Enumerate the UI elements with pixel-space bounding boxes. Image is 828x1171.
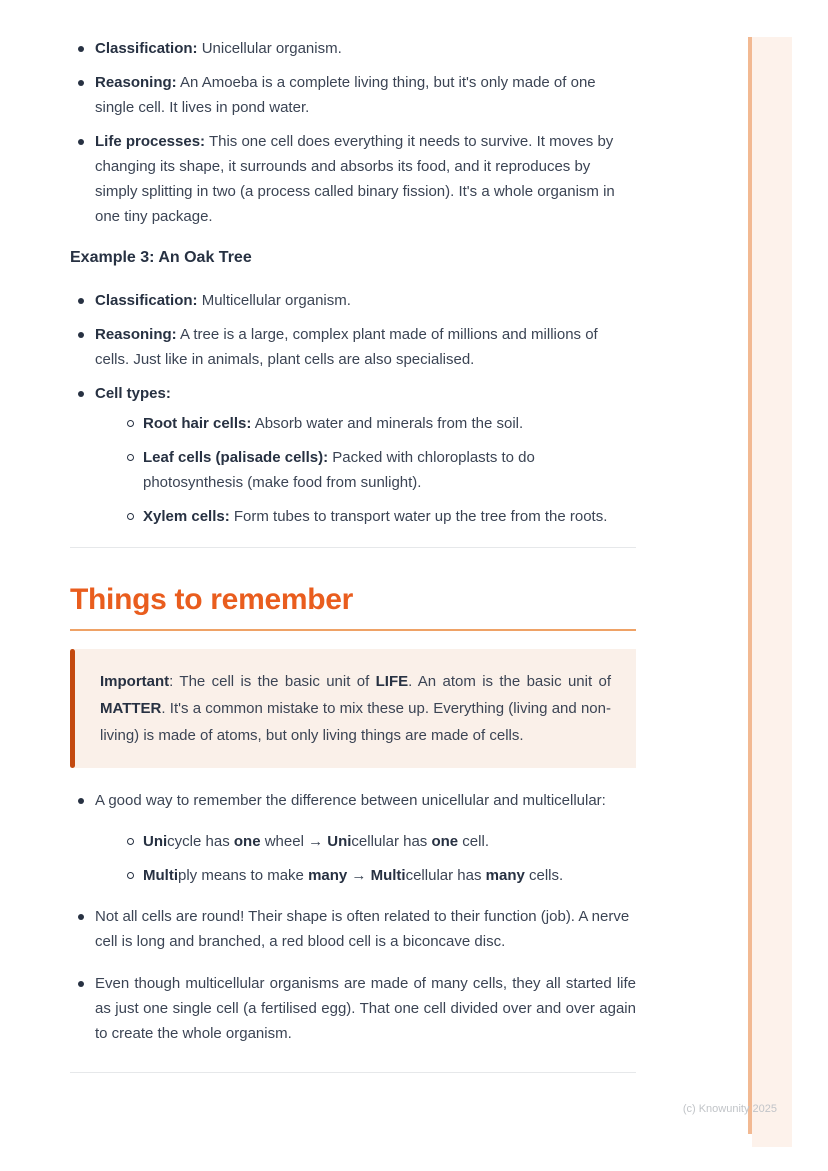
bullet-text: Unicellular organism. — [197, 40, 342, 57]
sub-bullet-multiply: Multiply means to make many → Multicellular has many cells. — [95, 863, 636, 888]
section-title: Things to remember — [70, 583, 353, 616]
bullet-cell-types — [70, 381, 636, 529]
bullet-label: Reasoning: — [95, 326, 177, 343]
bullet-good-way — [70, 788, 636, 888]
section-divider — [70, 547, 636, 548]
bullet-life-processes — [70, 129, 636, 229]
sub-bullet-root-hair-cells — [95, 411, 636, 436]
bullet-label: Life processes: — [95, 133, 206, 150]
important-callout — [70, 649, 636, 768]
callout-text: Important: The cell is the basic unit of LIFE. An atom is the basic unit of MATTER. It's a common mistake to mix these up. Everything (living and non-living) is made of atoms, but only living things are made of cells. — [100, 673, 611, 744]
bullet-text: Multicellular organism. — [197, 292, 351, 309]
sub-bullet-label: Leaf cells (palisade cells): — [143, 449, 329, 466]
bullet-text: Not all cells are round! Their shape is often related to their function (job). A nerve cell is long and branched, a red blood cell is a biconcave disc. — [95, 908, 630, 950]
bottom-divider — [70, 1072, 636, 1073]
bullet-label: Reasoning: — [95, 74, 177, 91]
bullet-reasoning-amoeba — [70, 70, 636, 120]
example-heading: Example 3: An Oak Tree — [70, 249, 252, 266]
bullet-label: Cell types: — [95, 385, 171, 402]
bullet-label: Classification: — [95, 292, 198, 309]
sub-bullet-unicycle: Unicycle has one wheel → Unicellular has one cell. — [95, 829, 636, 854]
sub-bullet-leaf-cells — [95, 445, 636, 495]
watermark: (c) Knowunity 2025 — [682, 1103, 777, 1115]
sub-bullet-xylem-cells — [95, 504, 636, 529]
bullet-label: Classification: — [95, 40, 198, 57]
bullet-text: This one cell does everything it needs to survive. It moves by changing its shape, it surrounds and absorbs its food, and it reproduces by simply splitting in two (a process called binary fission). It's a whole organism in one tiny package. — [95, 133, 615, 225]
page-edge-strip-line — [748, 37, 752, 1134]
sub-bullet-text: Packed with chloroplasts to do photosynthesis (make food from sunlight). — [143, 449, 535, 491]
bullet-reasoning-oak — [70, 322, 636, 372]
mnemonics-sublist — [95, 829, 636, 888]
sub-bullet-label: Root hair cells: — [143, 415, 252, 432]
sub-bullet-text: Absorb water and minerals from the soil. — [251, 415, 524, 432]
section-title-underline — [70, 629, 636, 631]
bullet-text: A good way to remember the difference between unicellular and multicellular: — [95, 792, 606, 809]
bullet-not-round — [70, 904, 636, 954]
bullet-classification-oak — [70, 288, 636, 313]
bullet-single-cell — [70, 971, 636, 1046]
bullet-text: A tree is a large, complex plant made of millions and millions of cells. Just like in animals, plant cells are also specialised. — [95, 326, 598, 368]
document-content — [70, 36, 636, 1073]
sub-bullet-text: Form tubes to transport water up the tree from the roots. — [229, 508, 608, 525]
cell-types-sublist — [95, 411, 636, 529]
sub-bullet-label: Xylem cells: — [143, 508, 230, 525]
remember-list — [70, 788, 636, 1046]
page-edge-strip — [752, 37, 792, 1147]
bullet-text: Even though multicellular organisms are made of many cells, they all started life as just one single cell (a fertilised egg). That one cell divided over and over again to create the whole organism. — [95, 975, 636, 1042]
bullet-classification-amoeba — [70, 36, 636, 61]
bullet-text: An Amoeba is a complete living thing, but it's only made of one single cell. It lives in pond water. — [95, 74, 596, 116]
